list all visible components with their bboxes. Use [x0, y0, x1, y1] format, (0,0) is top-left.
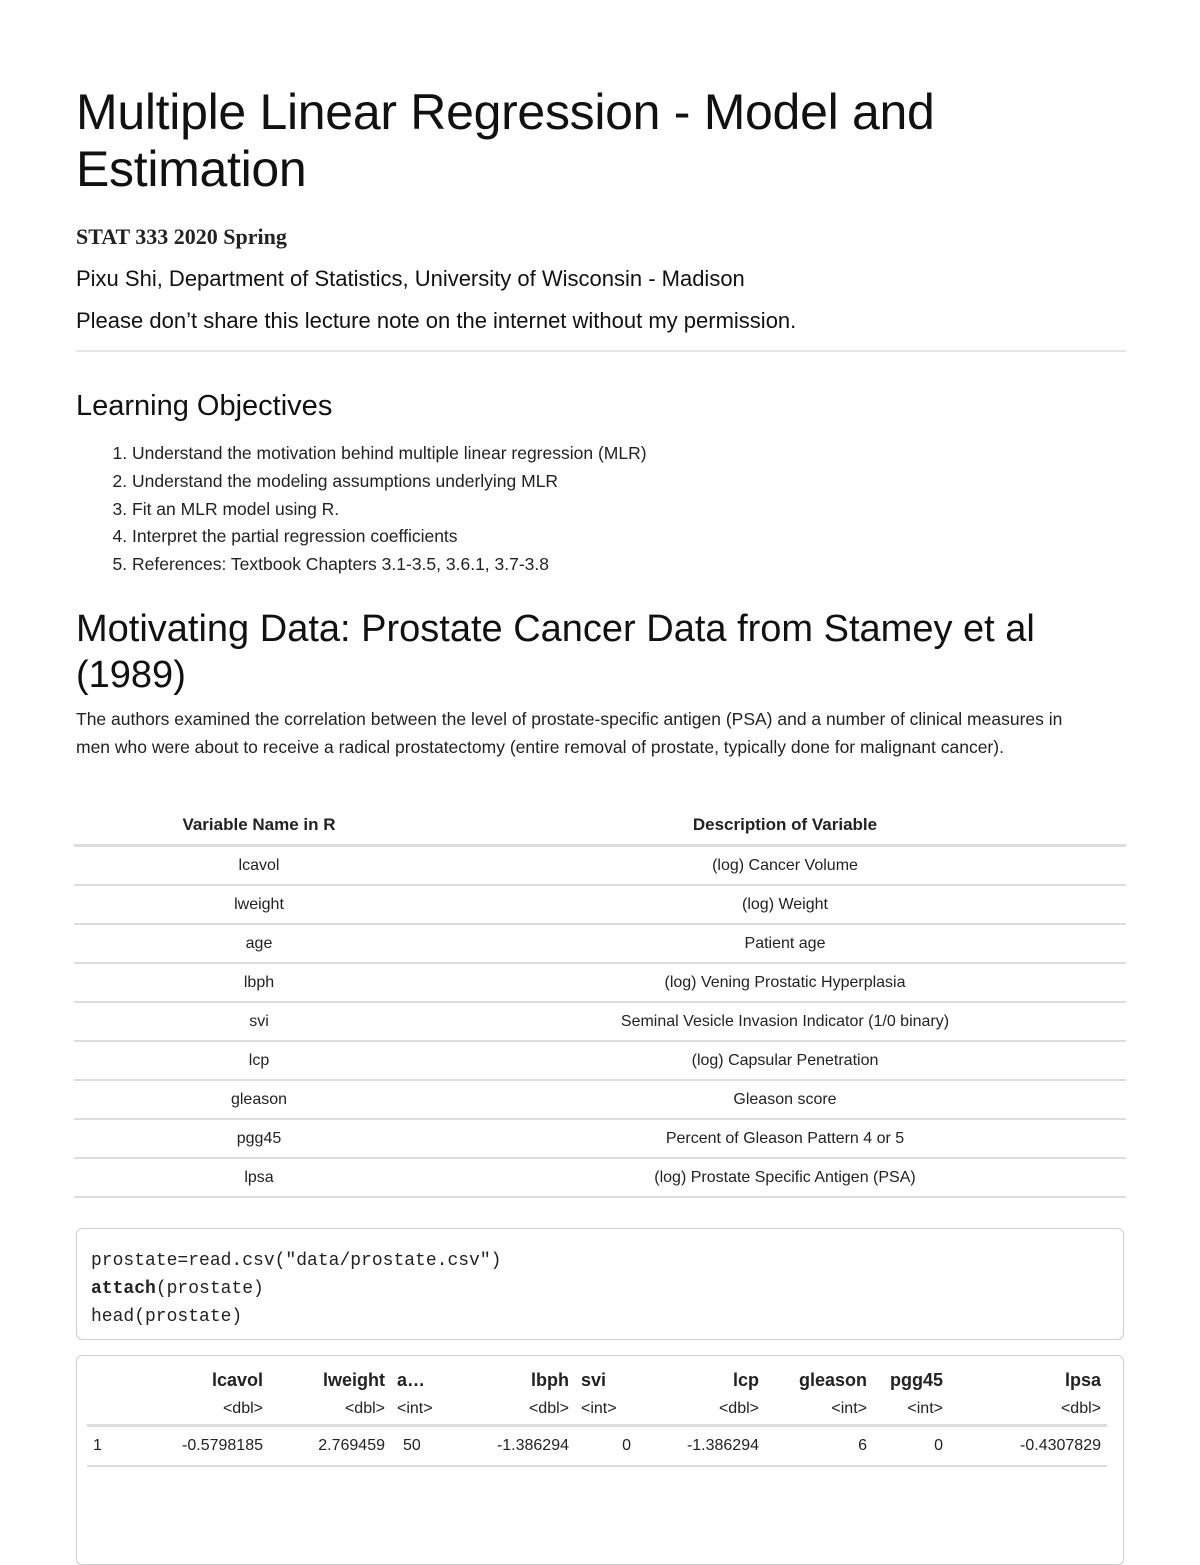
column-header[interactable]: lcavol [211, 1369, 263, 1390]
value-cell: -0.5798185 [157, 1426, 269, 1467]
learning-objectives-list [76, 440, 647, 579]
data-frame-output-table [87, 1366, 1107, 1467]
column-header[interactable]: a… [397, 1369, 426, 1390]
row-index-type [87, 1394, 157, 1426]
code-text: (prostate) [155, 1279, 264, 1299]
list-item: 4. Interpret the partial regression coefficients [132, 523, 647, 551]
variable-description-cell: (log) Vening Prostatic Hyperplasia [444, 963, 1126, 1002]
code-line: prostate=read.csv("data/prostate.csv") [91, 1251, 502, 1271]
column-type: <dbl> [269, 1394, 391, 1426]
value-cell: 6 [765, 1426, 873, 1467]
variable-description-cell: Seminal Vesicle Invasion Indicator (1/0 binary) [444, 1002, 1126, 1041]
value-cell: -1.386294 [637, 1426, 765, 1467]
table-row [74, 924, 1126, 963]
value-cell: 0 [575, 1426, 637, 1467]
permission-notice: Please don’t share this lecture note on the internet without my permission. [76, 308, 797, 333]
variable-description-cell: Percent of Gleason Pattern 4 or 5 [444, 1119, 1126, 1158]
list-item: 1. Understand the motivation behind multiple linear regression (MLR) [132, 440, 647, 468]
column-header[interactable]: lweight [323, 1369, 385, 1390]
variable-name-cell: lbph [74, 963, 444, 1002]
variable-name-cell: svi [74, 1002, 444, 1041]
table-row [87, 1426, 1107, 1467]
column-header[interactable]: gleason [798, 1369, 867, 1390]
table-row [74, 846, 1126, 886]
r-output-block [76, 1355, 1124, 1565]
variable-name-cell: gleason [74, 1080, 444, 1119]
value-cell: -1.386294 [453, 1426, 575, 1467]
column-header[interactable]: pgg45 [889, 1369, 943, 1390]
value-cell: 0 [873, 1426, 949, 1467]
variable-description-cell: (log) Prostate Specific Antigen (PSA) [444, 1158, 1126, 1197]
table-row [74, 885, 1126, 924]
variable-name-cell: pgg45 [74, 1119, 444, 1158]
page-title: Multiple Linear Regression - Model and Estimation [76, 84, 935, 197]
intro-paragraph: The authors examined the correlation between the level of prostate-specific antigen (PSA) and a number of clinical measures in men who were about to receive a radical prostatectomy (entire removal of prostate, typically done for malignant cancer). [76, 709, 1063, 757]
table-row [74, 1158, 1126, 1197]
code-line: head(prostate) [91, 1307, 243, 1327]
output-type-row [87, 1394, 1107, 1426]
column-type: <int> [575, 1394, 637, 1426]
column-header: Description of Variable [444, 806, 1126, 846]
variable-name-cell: lcavol [74, 846, 444, 886]
variable-description-cell: Gleason score [444, 1080, 1126, 1119]
column-type: <dbl> [637, 1394, 765, 1426]
column-type: <int> [873, 1394, 949, 1426]
code-keyword: attach [91, 1279, 156, 1299]
row-index-header [87, 1366, 157, 1394]
row-index-cell: 1 [87, 1426, 157, 1467]
column-type: <dbl> [949, 1394, 1107, 1426]
column-header[interactable]: lcp [732, 1369, 759, 1390]
column-type: <int> [391, 1394, 453, 1426]
code-line [91, 1275, 1109, 1303]
table-row [74, 1002, 1126, 1041]
variable-name-cell: lweight [74, 885, 444, 924]
variable-description-cell: (log) Weight [444, 885, 1126, 924]
list-item: 2. Understand the modeling assumptions underlying MLR [132, 468, 647, 496]
learning-objectives-heading: Learning Objectives [76, 390, 333, 422]
output-header-row [87, 1366, 1107, 1394]
author-line: Pixu Shi, Department of Statistics, University of Wisconsin - Madison [76, 266, 745, 291]
column-header[interactable]: lpsa [1064, 1369, 1101, 1390]
course-subtitle: STAT 333 2020 Spring [76, 224, 287, 249]
variable-name-cell: lcp [74, 1041, 444, 1080]
section-heading: Motivating Data: Prostate Cancer Data from Stamey et al (1989) [76, 608, 1035, 696]
table-row [74, 1041, 1126, 1080]
value-cell: -0.4307829 [949, 1426, 1107, 1467]
column-type: <int> [765, 1394, 873, 1426]
list-item: 5. References: Textbook Chapters 3.1-3.5, 3.6.1, 3.7-3.8 [132, 551, 647, 579]
variable-description-cell: Patient age [444, 924, 1126, 963]
list-item: 3. Fit an MLR model using R. [132, 496, 647, 524]
variable-name-cell: age [74, 924, 444, 963]
variable-description-cell: (log) Cancer Volume [444, 846, 1126, 886]
table-row [74, 963, 1126, 1002]
variable-description-cell: (log) Capsular Penetration [444, 1041, 1126, 1080]
column-header: Variable Name in R [74, 806, 444, 846]
header-divider [76, 350, 1126, 352]
column-header[interactable]: svi [581, 1369, 607, 1390]
column-type: <dbl> [157, 1394, 269, 1426]
value-cell: 50 [391, 1426, 453, 1467]
column-header[interactable]: lbph [531, 1369, 569, 1390]
column-type: <dbl> [453, 1394, 575, 1426]
variable-name-cell: lpsa [74, 1158, 444, 1197]
table-row [74, 1119, 1126, 1158]
table-header-row [74, 806, 1126, 846]
value-cell: 2.769459 [269, 1426, 391, 1467]
r-code-block[interactable] [76, 1228, 1124, 1340]
variable-table [74, 806, 1126, 1198]
table-row [74, 1080, 1126, 1119]
